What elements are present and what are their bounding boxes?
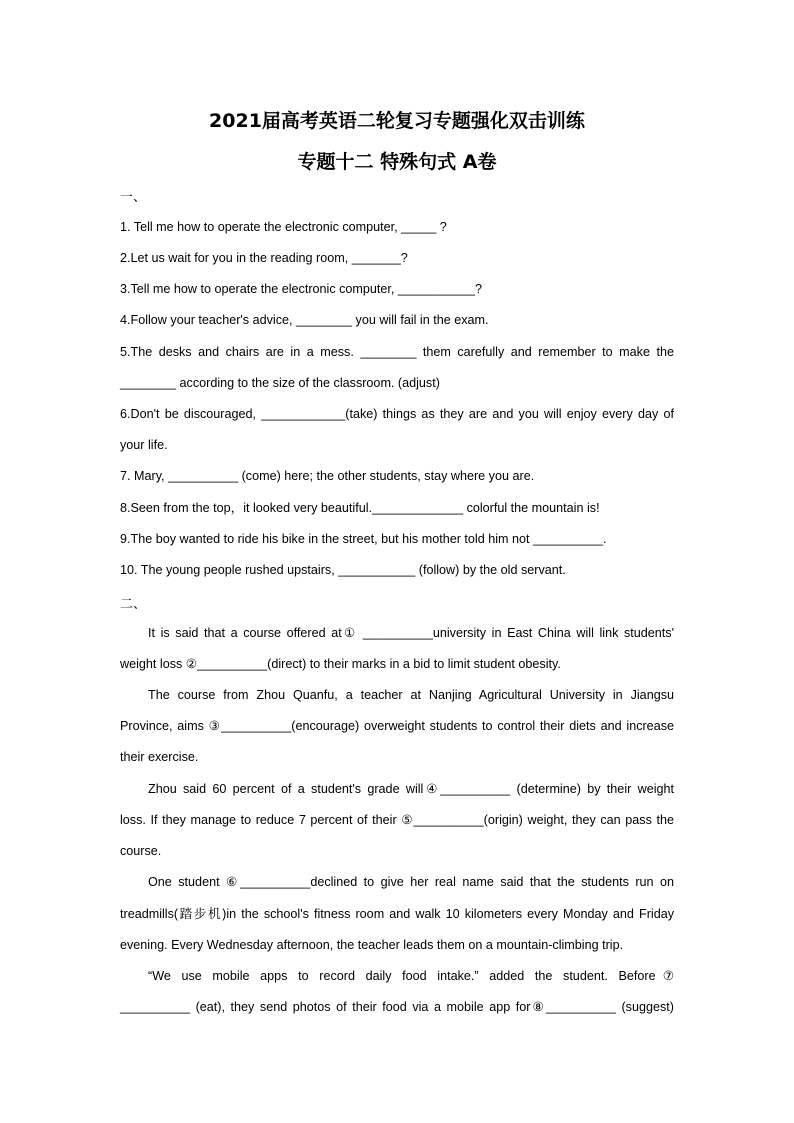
question-line: 5.The desks and chairs are in a mess. ________ them carefully and remember to make the xyxy=(120,345,674,359)
passage-line: loss. If they manage to reduce 7 percent of their ⑤__________(origin) weight, they can pass the xyxy=(120,813,674,827)
question-line: 9.The boy wanted to ride his bike in the street, but his mother told him not __________. xyxy=(120,532,607,546)
passage-line: “We use mobile apps to record daily food intake.” added the student. Before⑦ xyxy=(148,969,674,983)
passage-line: course. xyxy=(120,844,162,858)
passage-line: __________ (eat), they send photos of their food via a mobile app for⑧__________ (suggest) xyxy=(120,1000,674,1014)
passage-line: weight loss ②__________(direct) to their marks in a bid to limit student obesity. xyxy=(120,657,561,671)
question-line: 4.Follow your teacher's advice, ________ you will fail in the exam. xyxy=(120,313,489,327)
passage-line: treadmills(踏步机)in the school's fitness room and walk 10 kilometers every Monday and Friday xyxy=(120,907,674,921)
passage-line: One student ⑥__________declined to give her real name said that the students run on xyxy=(148,875,674,889)
page-subtitle: 专题十二 特殊句式 A卷 xyxy=(297,151,497,173)
question-line: 2.Let us wait for you in the reading room, _______? xyxy=(120,251,408,265)
passage-line: The course from Zhou Quanfu, a teacher at Nanjing Agricultural University in Jiangsu xyxy=(148,688,674,702)
question-line: 3.Tell me how to operate the electronic computer, ___________? xyxy=(120,282,482,296)
question-line: 1. Tell me how to operate the electronic computer, _____ ? xyxy=(120,220,447,234)
question-line: 8.Seen from the top，it looked very beautiful._____________ colorful the mountain is! xyxy=(120,501,600,515)
question-line: 6.Don't be discouraged, ____________(take) things as they are and you will enjoy every day of xyxy=(120,407,674,421)
question-line: your life. xyxy=(120,438,168,452)
passage-line: Province, aims ③__________(encourage) overweight students to control their diets and increase xyxy=(120,719,674,733)
question-line: 10. The young people rushed upstairs, ___________ (follow) by the old servant. xyxy=(120,563,566,577)
passage-line: Zhou said 60 percent of a student's grade will④__________ (determine) by their weight xyxy=(148,782,674,796)
question-line: 7. Mary, __________ (come) here; the other students, stay where you are. xyxy=(120,469,535,483)
section-label-2: 二、 xyxy=(120,597,147,612)
passage-line: It is said that a course offered at① __________university in East China will link students' xyxy=(148,626,674,640)
section-label-1: 一、 xyxy=(120,190,147,205)
passage-line: evening. Every Wednesday afternoon, the teacher leads them on a mountain-climbing trip. xyxy=(120,938,624,952)
page-title: 2021届高考英语二轮复习专题强化双击训练 xyxy=(209,110,585,132)
passage-line: their exercise. xyxy=(120,750,199,764)
question-line: ________ according to the size of the classroom. (adjust) xyxy=(120,376,440,390)
